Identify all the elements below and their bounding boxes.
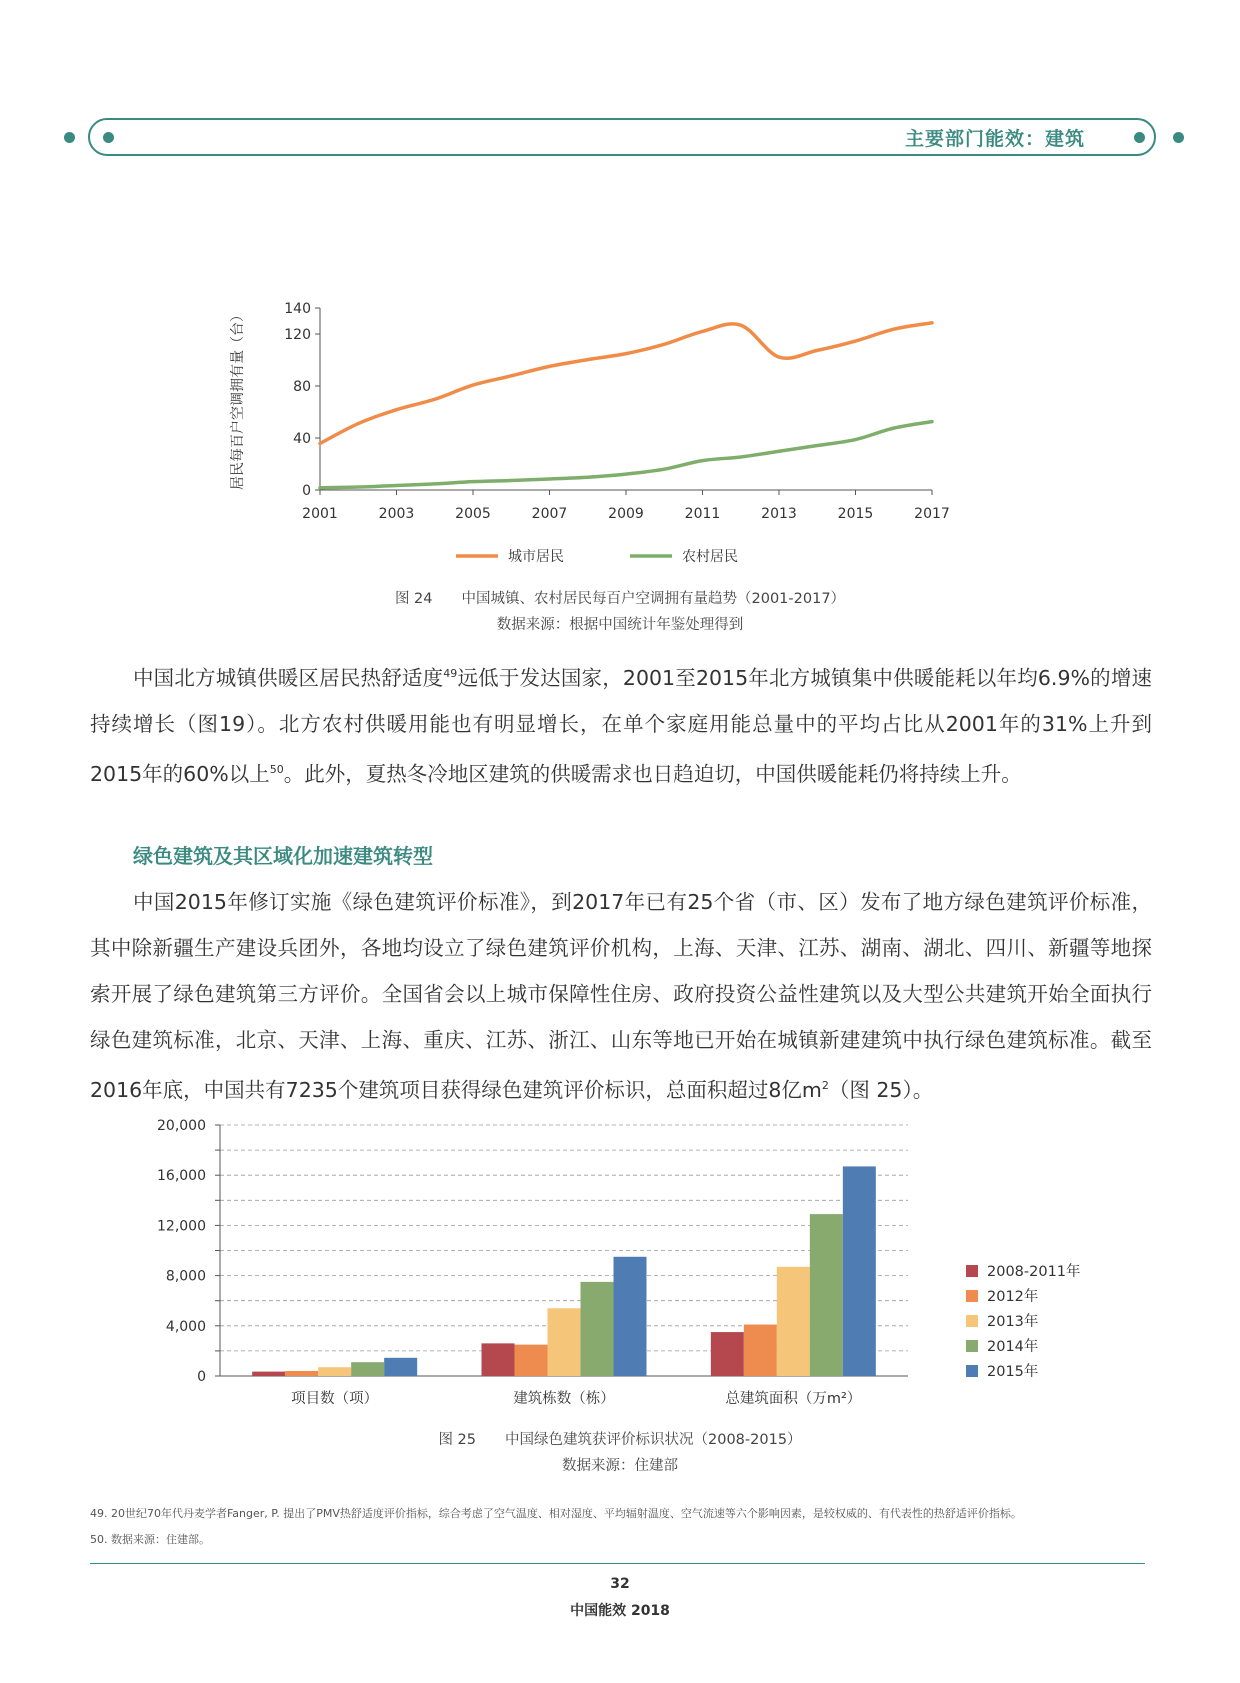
- legend-swatch: [966, 1315, 978, 1327]
- y-tick-label: 20,000: [157, 1118, 206, 1134]
- bar: [482, 1343, 515, 1376]
- y-tick-label: 80: [293, 379, 311, 395]
- x-category-label: 总建筑面积（万m²）: [725, 1391, 862, 1407]
- y-tick-label: 8,000: [165, 1268, 206, 1285]
- bar: [810, 1214, 843, 1376]
- x-tick-label: 2003: [378, 506, 415, 522]
- legend-label: 2015年: [987, 1364, 1039, 1380]
- bar: [711, 1332, 744, 1376]
- x-tick-label: 2011: [684, 506, 721, 522]
- paragraph-green-building: [90, 879, 1152, 1113]
- y-tick-label: 12,000: [157, 1218, 206, 1235]
- y-tick-label: 4,000: [165, 1318, 206, 1335]
- legend-swatch: [966, 1265, 978, 1277]
- header-left-outer-dot: [64, 132, 75, 143]
- footer-divider: [90, 1563, 1145, 1564]
- bar: [843, 1166, 876, 1376]
- series-line-rural: [320, 422, 932, 488]
- bar: [384, 1358, 417, 1376]
- figure-25-caption: 图 25 中国绿色建筑获评价标识状况（2008-2015）: [438, 1432, 802, 1448]
- bar: [252, 1372, 285, 1376]
- figure-25-source: 数据来源：住建部: [562, 1458, 678, 1474]
- x-tick-label: 2009: [608, 506, 644, 522]
- bar: [614, 1257, 647, 1376]
- bar: [548, 1308, 581, 1376]
- legend-swatch: [966, 1340, 978, 1352]
- footnote-50: 50. 数据来源：住建部。: [90, 1533, 210, 1546]
- x-tick-label: 2013: [761, 506, 797, 522]
- x-tick-label: 2015: [837, 506, 874, 522]
- y-tick-label: 140: [284, 301, 311, 317]
- legend-label: 城市居民: [508, 549, 564, 565]
- bar: [285, 1371, 318, 1376]
- bar-chart-green-building-labels: [140, 1108, 1100, 1423]
- x-tick-label: 2001: [302, 506, 338, 522]
- header-right-outer-dot: [1173, 132, 1184, 143]
- paragraph-heating: [90, 651, 1152, 797]
- legend-swatch: [966, 1365, 978, 1377]
- series-line-urban: [320, 323, 932, 444]
- bar: [744, 1325, 777, 1376]
- line-chart-aircon-ownership: [200, 290, 980, 580]
- x-tick-label: 2005: [455, 506, 491, 522]
- paragraph-green-building-part-a: 中国2015年修订实施《绿色建筑评价标准》，到2017年已有25个省（市、区）发布了地方绿色建筑评价标准，其中除新疆生产建设兵团外，各地均设立了绿色建筑评价机构，上海、天津、江苏、湖南、湖北、四川、新疆等地探索开展了绿色建筑第三方评价。全国省会以上城市保障性住房、政府投资公益性建筑以及大型公共建筑开始全面执行绿色建筑标准，北京、天津、上海、重庆、江苏、浙江、山东等地已开始在城镇新建建筑中执行绿色建筑标准。截至2016年底，中国共有7235个建筑项目获得绿色建筑评价标识，总面积超过8亿m: [90, 890, 1152, 1102]
- y-tick-label: 120: [284, 327, 311, 343]
- x-tick-label: 2017: [914, 506, 950, 522]
- footnote-ref-49: 49: [443, 667, 458, 680]
- section-title: 绿色建筑及其区域化加速建筑转型: [133, 844, 433, 868]
- figure-24-caption: 图 24 中国城镇、农村居民每百户空调拥有量趋势（2001-2017）: [394, 591, 846, 607]
- figure-24-source: 数据来源：根据中国统计年鉴处理得到: [496, 617, 744, 633]
- paragraph-heating-part-b: 远低于发达国家，2001至2015年北方城镇集中供暖能耗以年均6.9%的增速持续增长（图19）。北方农村供暖用能也有明显增长，在单个家庭用能总量中的平均占比从2001年的31%上升到2015年的60%以上: [90, 665, 1153, 786]
- bar: [581, 1282, 614, 1376]
- legend-label: 农村居民: [682, 549, 738, 565]
- y-tick-label: 0: [197, 1369, 206, 1385]
- legend-label: 2014年: [987, 1339, 1039, 1355]
- paragraph-heating-part-a: 中国北方城镇供暖区居民热舒适度: [133, 665, 444, 690]
- header-right-inner-dot: [1134, 132, 1145, 143]
- legend-label: 2012年: [987, 1289, 1039, 1305]
- page-number: 32: [610, 1576, 630, 1592]
- bar: [777, 1267, 810, 1376]
- superscript-2: 2: [821, 1079, 829, 1092]
- legend-swatch: [966, 1290, 978, 1302]
- x-category-label: 项目数（项）: [291, 1391, 379, 1407]
- paragraph-green-building-part-b: （图 25）。: [828, 1077, 934, 1102]
- legend-label: 2013年: [987, 1314, 1039, 1330]
- header-left-inner-dot: [103, 132, 114, 143]
- y-tick-label: 16,000: [157, 1168, 206, 1185]
- y-axis-label: 居民每百户空调拥有量（台）: [230, 308, 246, 490]
- x-category-label: 建筑栋数（栋）: [513, 1391, 615, 1407]
- bar: [515, 1345, 548, 1376]
- x-tick-label: 2007: [531, 506, 568, 522]
- footnote-ref-50: 50: [269, 762, 284, 776]
- bar: [318, 1367, 351, 1376]
- footnote-49: 49. 20世纪70年代丹麦学者Fanger, P. 提出了PMV热舒适度评价指标，综合考虑了空气温度、相对湿度、平均辐射温度、空气流速等六个影响因素，是较权威的、有代表性的热舒适评价指标。: [90, 1507, 1022, 1520]
- header-title: 主要部门能效：建筑: [904, 128, 1085, 150]
- legend-label: 2008-2011年: [987, 1264, 1081, 1280]
- y-tick-label: 0: [302, 483, 311, 499]
- y-tick-label: 40: [293, 431, 311, 447]
- bar: [351, 1362, 384, 1376]
- publication-name: 中国能效 2018: [570, 1603, 670, 1619]
- paragraph-heating-part-c: 。此外，夏热冬冷地区建筑的供暖需求也日趋迫切，中国供暖能耗仍将持续上升。: [283, 761, 1022, 786]
